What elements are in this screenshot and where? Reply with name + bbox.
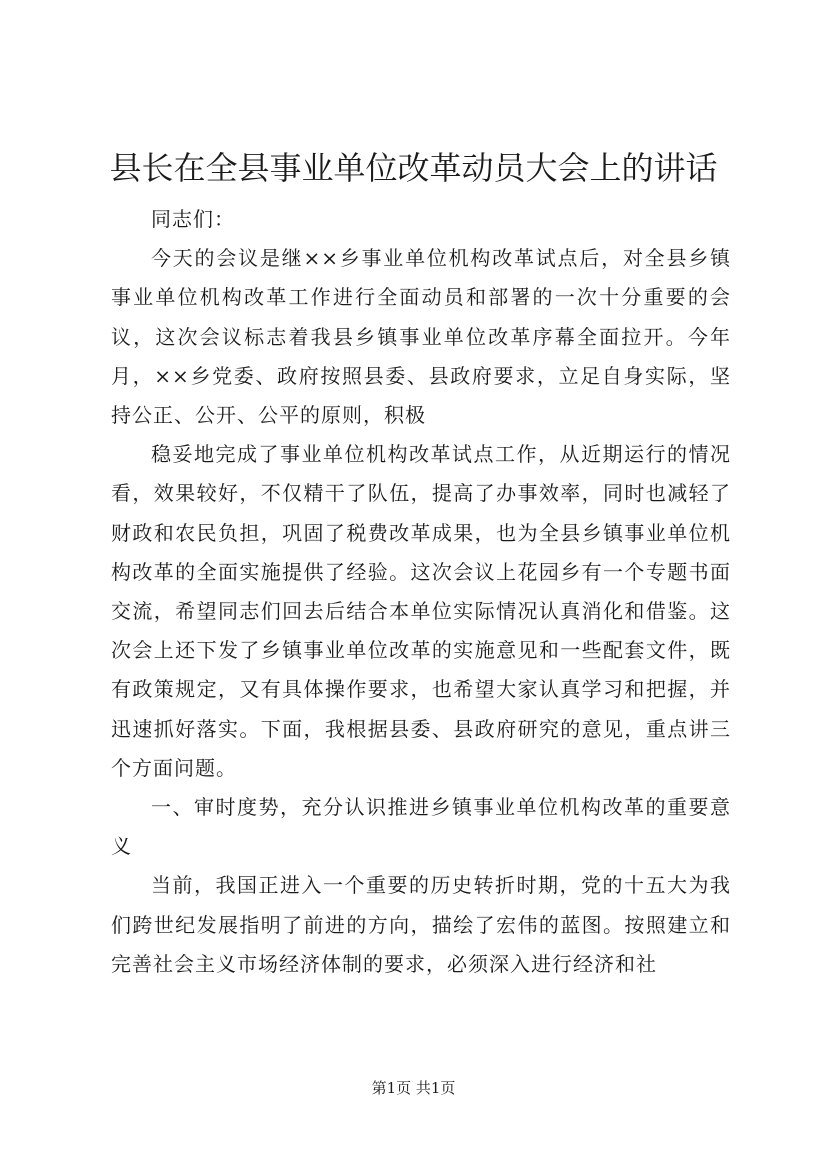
paragraph-intro: 今天的会议是继××乡事业单位机构改革试点后，对全县乡镇事业单位机构改革工作进行全面动员和部署的一次十分重要的会议，这次会议标志着我县乡镇事业单位改革序幕全面拉开。今年月，××乡党委、政府按照县委、县政府要求，立足自身实际，坚持公正、公开、公平的原则，积极 bbox=[111, 246, 731, 428]
paragraph-current-situation: 当前，我国正进入一个重要的历史转折时期，党的十五大为我们跨世纪发展指明了前进的方向，描绘了宏伟的蓝图。按照建立和完善社会主义市场经济体制的要求，必须深入进行经济和社 bbox=[111, 873, 731, 976]
paragraph-pilot-results: 稳妥地完成了事业单位机构改革试点工作，从近期运行的情况看，效果较好，不仅精干了队伍，提高了办事效率，同时也减轻了财政和农民负担，巩固了税费改革成果，也为全县乡镇事业单位机构改革的全面实施提供了经验。这次会议上花园乡有一个专题书面交流，希望同志们回去后结合本单位实际情况认真消化和借鉴。这次会上还下发了乡镇事业单位改革的实施意见和一些配套文件，既有政策规定，又有具体操作要求，也希望大家认真学习和把握，并迅速抓好落实。下面，我根据县委、县政府研究的意见，重点讲三个方面问题。 bbox=[111, 442, 731, 780]
paragraph-salutation: 同志们： bbox=[151, 207, 235, 231]
section-heading-one: 一、审时度势，充分认识推进乡镇事业单位机构改革的重要意义 bbox=[111, 795, 731, 859]
document-title: 县长在全县事业单位改革动员大会上的讲话 bbox=[109, 149, 718, 187]
document-body bbox=[111, 200, 731, 984]
page-footer: 第1页 共1页 bbox=[371, 1079, 456, 1097]
